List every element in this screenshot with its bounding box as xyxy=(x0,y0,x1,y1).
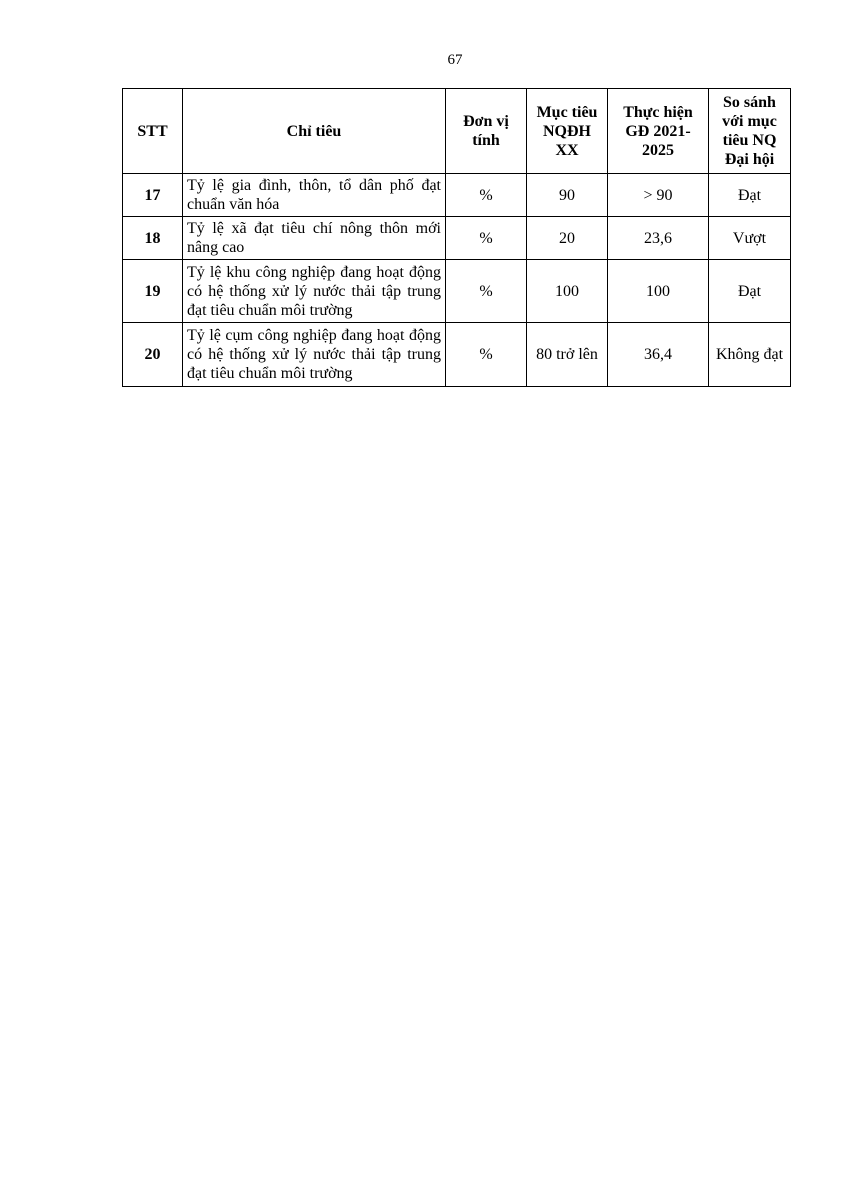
row-comparison: Đạt xyxy=(709,174,791,217)
targets-table xyxy=(122,88,791,387)
row-indicator: Tỷ lệ cụm công nghiệp đang hoạt động có hệ thống xử lý nước thải tập trung đạt tiêu chuẩn môi trường xyxy=(183,323,446,387)
row-actual: > 90 xyxy=(608,174,709,217)
table-header-row xyxy=(123,89,791,174)
row-actual: 100 xyxy=(608,260,709,323)
row-indicator: Tỷ lệ gia đình, thôn, tổ dân phố đạt chuẩn văn hóa xyxy=(183,174,446,217)
row-actual: 36,4 xyxy=(608,323,709,387)
row-unit: % xyxy=(446,174,527,217)
row-unit: % xyxy=(446,217,527,260)
row-stt: 19 xyxy=(123,260,183,323)
header-comparison: So sánh với mục tiêu NQ Đại hội xyxy=(709,89,791,174)
row-stt: 18 xyxy=(123,217,183,260)
header-unit: Đơn vị tính xyxy=(446,89,527,174)
row-stt: 17 xyxy=(123,174,183,217)
row-target: 100 xyxy=(527,260,608,323)
table-row xyxy=(123,217,791,260)
table-row xyxy=(123,260,791,323)
header-actual: Thực hiện GĐ 2021-2025 xyxy=(608,89,709,174)
header-target: Mục tiêu NQĐH XX xyxy=(527,89,608,174)
header-indicator: Chỉ tiêu xyxy=(183,89,446,174)
row-indicator: Tỷ lệ khu công nghiệp đang hoạt động có hệ thống xử lý nước thải tập trung đạt tiêu chuẩn môi trường xyxy=(183,260,446,323)
page-number: 67 xyxy=(447,52,463,68)
row-actual: 23,6 xyxy=(608,217,709,260)
row-target: 80 trở lên xyxy=(527,323,608,387)
row-indicator: Tỷ lệ xã đạt tiêu chí nông thôn mới nâng cao xyxy=(183,217,446,260)
row-target: 20 xyxy=(527,217,608,260)
row-stt: 20 xyxy=(123,323,183,387)
table-row xyxy=(123,323,791,387)
row-comparison: Vượt xyxy=(709,217,791,260)
row-unit: % xyxy=(446,323,527,387)
header-stt: STT xyxy=(123,89,183,174)
table-row xyxy=(123,174,791,217)
row-target: 90 xyxy=(527,174,608,217)
row-unit: % xyxy=(446,260,527,323)
row-comparison: Không đạt xyxy=(709,323,791,387)
row-comparison: Đạt xyxy=(709,260,791,323)
